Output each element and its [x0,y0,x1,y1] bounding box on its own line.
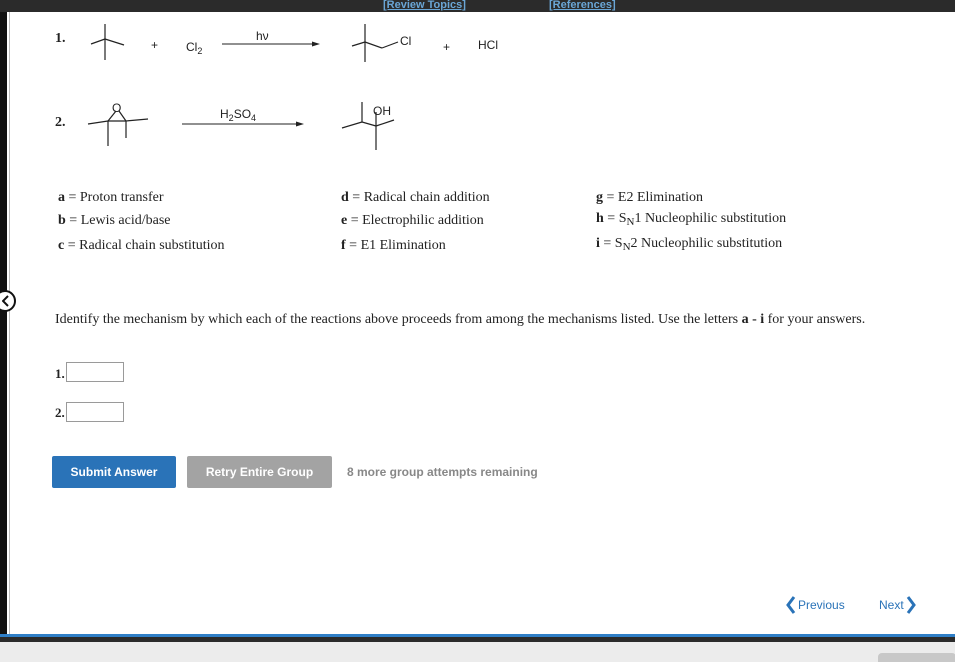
mechanism-letter: g [596,190,603,205]
reactant-1-structure [88,22,128,62]
mechanism-text: = Lewis acid/base [65,213,171,228]
mechanism-text: = Radical chain addition [348,190,490,205]
question-text-after: for your answers. [764,312,866,327]
left-divider [9,12,10,634]
product-2-oh-label: OH [373,104,391,118]
epoxide-oxygen-label: O [112,101,122,115]
mechanism-text-pre: = S [603,211,627,226]
mechanism-letter: d [341,190,349,205]
condition-h: H [220,107,229,121]
question-text-before: Identify the mechanism by which each of the reactions above proceeds from among the mechanisms listed. Use the letters [55,312,742,327]
mechanism-text: = Radical chain substitution [64,238,225,253]
attempts-remaining-text: 8 more group attempts remaining [347,465,538,479]
mechanism-text-post: 1 Nucleophilic substitution [634,211,787,226]
mechanism-b [58,213,171,229]
reaction-2-number: 2. [55,115,66,130]
mechanism-d [341,190,490,206]
mechanism-letter: f [341,238,346,253]
mechanism-letter: c [58,238,65,253]
condition-so: SO [233,107,252,121]
mechanism-a [58,190,164,206]
mechanism-letter: b [58,213,66,228]
footer-strip [0,642,955,662]
product-1-cl-label: Cl [400,34,412,48]
mechanism-text: = E2 Elimination [603,190,704,205]
reagent-symbol: Cl [186,40,198,54]
byproduct-hcl: HCl [478,38,498,52]
plus-sign-1: + [151,38,159,52]
mechanism-letter: h [596,211,604,226]
mechanism-g [596,190,703,206]
plus-sign-2: + [443,40,451,54]
mechanism-i [596,236,782,253]
collapse-panel-button[interactable] [0,290,16,312]
chevron-left-icon [786,595,796,615]
mechanism-c [58,238,225,254]
reaction-1-number: 1. [55,31,66,46]
previous-link[interactable] [786,598,845,612]
mechanism-text-post: 2 Nucleophilic substitution [630,236,783,251]
mechanism-letter: i [596,236,600,251]
next-link[interactable] [879,598,904,612]
reagent-subscript: 2 [197,46,203,56]
submit-answer-button[interactable]: Submit Answer [52,456,176,488]
condition-sub-2: 2 [228,113,234,123]
answer-2-input[interactable] [66,402,124,422]
review-topics-link[interactable]: [Review Topics] [383,0,466,11]
references-link[interactable]: [References] [549,0,616,11]
chevron-left-icon [2,295,10,307]
chevron-right-icon [906,595,916,615]
mechanism-text: = Proton transfer [65,190,164,205]
footer-tab [878,653,955,662]
next-label: Next [879,598,904,612]
retry-group-button[interactable]: Retry Entire Group [187,456,332,488]
mechanism-subscript: N [622,241,631,253]
question-letter-range: a - i [741,312,765,327]
question-prompt [55,311,885,328]
reagent-cl2 [186,40,202,56]
mechanism-text-pre: = S [599,236,623,251]
mechanism-e [341,213,484,229]
reaction-arrow-2 [182,120,304,128]
mechanism-text: = Electrophilic addition [347,213,484,228]
mechanism-text: = E1 Elimination [345,238,446,253]
mechanism-letter: a [58,190,65,205]
left-rail [0,12,7,634]
mechanism-subscript: N [626,216,635,228]
answer-2-label: 2. [55,405,65,420]
answer-1-input[interactable] [66,362,124,382]
answer-1-label: 1. [55,366,65,381]
previous-label: Previous [798,598,845,612]
top-bar [0,0,955,12]
mechanism-h [596,211,786,228]
mechanism-letter: e [341,213,348,228]
condition-hv: hν [256,29,269,43]
mechanism-f [341,238,446,254]
bottom-bar [0,634,955,642]
condition-sub-4: 4 [251,113,257,123]
reaction-arrow-1 [222,40,320,48]
